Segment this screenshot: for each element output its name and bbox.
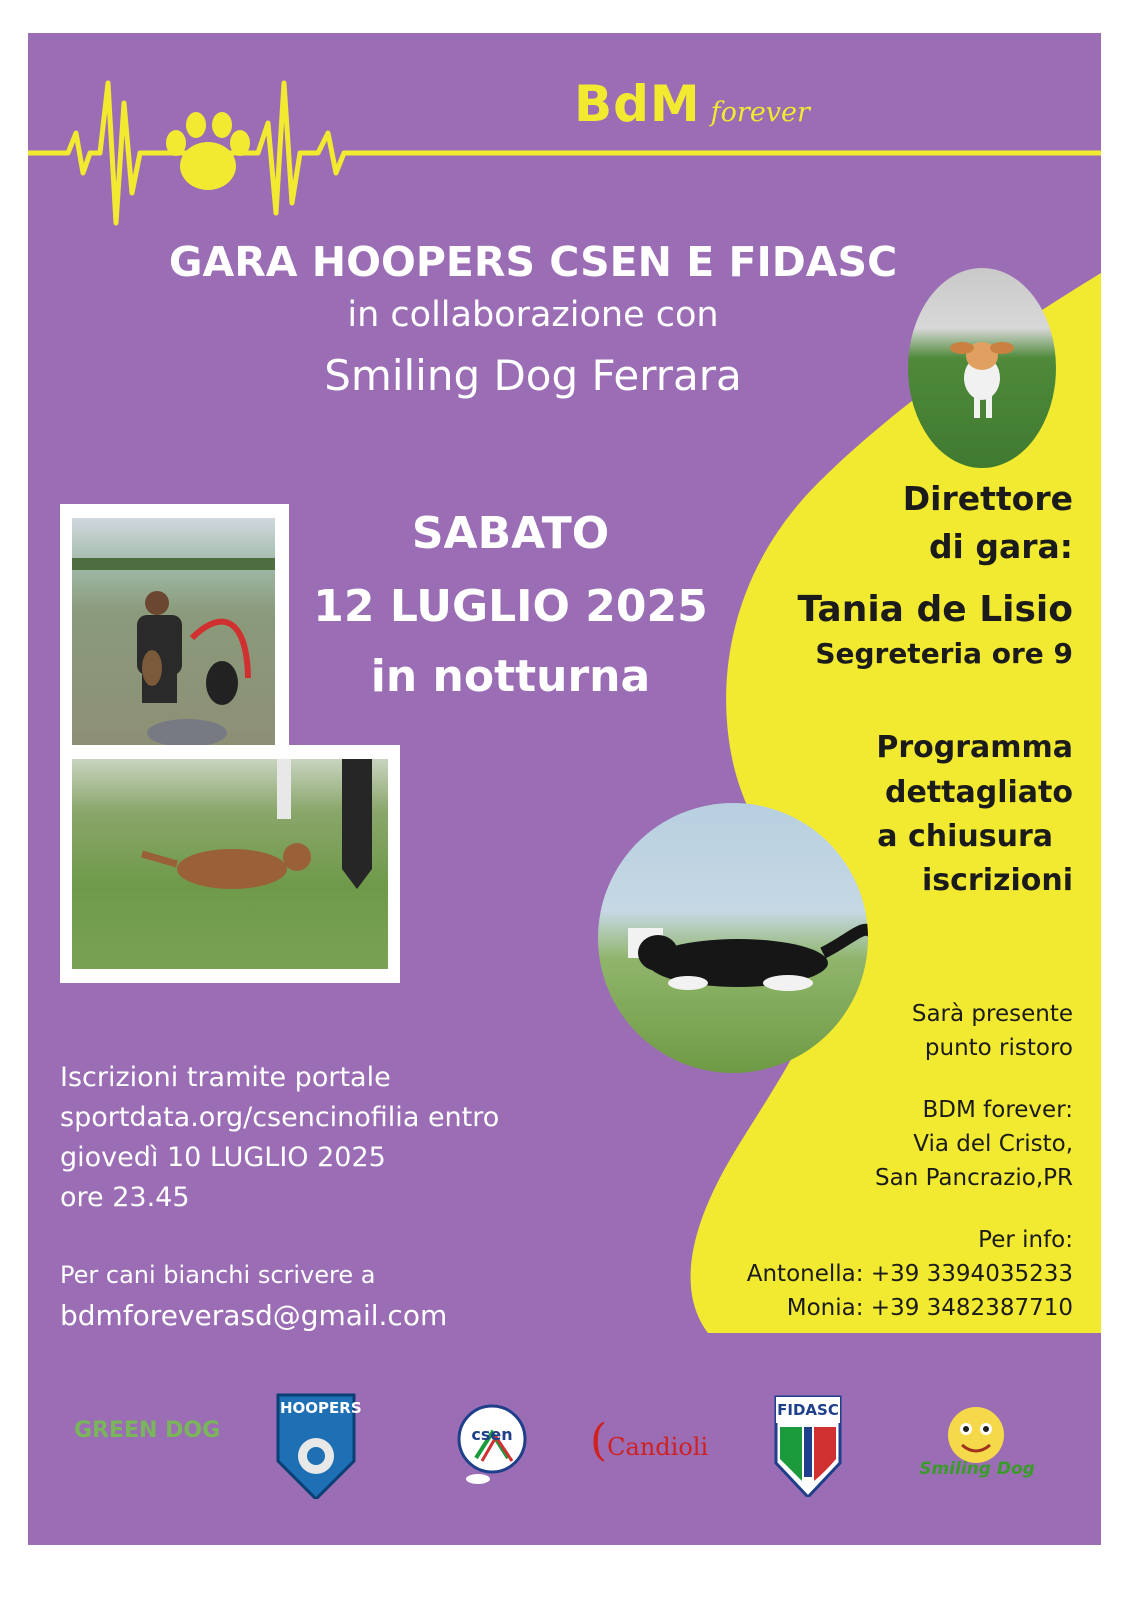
poster xyxy=(28,33,1101,1545)
judge-label-1: Direttore xyxy=(902,479,1073,518)
logo-smiling-dog-text: Smiling Dog xyxy=(919,1459,1035,1479)
logo-smiling-dog xyxy=(918,1397,1036,1489)
headline-title: GARA HOOPERS CSEN E FIDASC xyxy=(168,238,898,286)
refreshment-line-1: Sarà presente xyxy=(911,1001,1073,1027)
photo-border-collie xyxy=(598,803,868,1073)
brand-tag: forever xyxy=(710,97,810,128)
logo-fidasc-text: FIDASC xyxy=(777,1401,839,1419)
sponsor-logos xyxy=(28,1373,1101,1513)
registration-link[interactable]: sportdata.org/csencinofilia entro xyxy=(60,1102,500,1133)
program-line-4: iscrizioni xyxy=(922,863,1073,898)
photo-running-dog xyxy=(72,759,388,969)
heartbeat-paw-logo xyxy=(28,63,1101,233)
contact-antonella: Antonella: +39 3394035233 xyxy=(746,1261,1073,1287)
brand-logo xyxy=(574,75,810,133)
logo-fidasc xyxy=(772,1393,844,1497)
date-full: 12 LUGLIO 2025 xyxy=(313,581,708,632)
headline-collab: in collaborazione con xyxy=(347,295,719,335)
secretariat-time: Segreteria ore 9 xyxy=(815,637,1073,670)
judge-name: Tania de Lisio xyxy=(797,589,1073,630)
logo-csen-text: csen xyxy=(471,1425,513,1444)
white-dogs-email[interactable]: bdmforeverasd@gmail.com xyxy=(60,1299,448,1332)
registration-block xyxy=(60,1058,499,1218)
venue-line-3: San Pancrazio,PR xyxy=(875,1165,1073,1191)
logo-hoopers xyxy=(274,1391,362,1499)
logo-candioli xyxy=(590,1415,708,1466)
headline-partner: Smiling Dog Ferrara xyxy=(324,351,742,400)
contact-monia: Monia: +39 3482387710 xyxy=(786,1295,1073,1321)
registration-line-4: ore 23.45 xyxy=(60,1182,190,1213)
registration-line-3: giovedì 10 LUGLIO 2025 xyxy=(60,1142,386,1173)
refreshment-line-2: punto ristoro xyxy=(924,1035,1073,1061)
program-line-2: dettagliato xyxy=(885,775,1073,810)
white-dogs-line: Per cani bianchi scrivere a xyxy=(60,1261,376,1289)
logo-hoopers-text: HOOPERS xyxy=(280,1399,362,1417)
logo-candioli-text: Candioli xyxy=(607,1433,709,1461)
venue-line-2: Via del Cristo, xyxy=(913,1131,1073,1157)
paw-icon xyxy=(166,112,250,190)
program-line-1: Programma xyxy=(876,730,1073,765)
photo-beagle xyxy=(908,268,1056,468)
registration-line-1: Iscrizioni tramite portale xyxy=(60,1062,391,1093)
logo-green-dog: GREEN DOG xyxy=(74,1418,221,1443)
candioli-crescent-icon: ( xyxy=(590,1415,608,1466)
logo-csen xyxy=(456,1403,528,1487)
venue-line-1: BDM forever: xyxy=(922,1097,1073,1123)
date-note: in notturna xyxy=(370,651,651,702)
date-day: SABATO xyxy=(411,508,610,559)
judge-label-2: di gara: xyxy=(928,527,1073,566)
brand-name: BdM xyxy=(574,75,701,133)
contacts-label: Per info: xyxy=(978,1227,1073,1253)
program-line-3: a chiusura xyxy=(877,819,1053,854)
